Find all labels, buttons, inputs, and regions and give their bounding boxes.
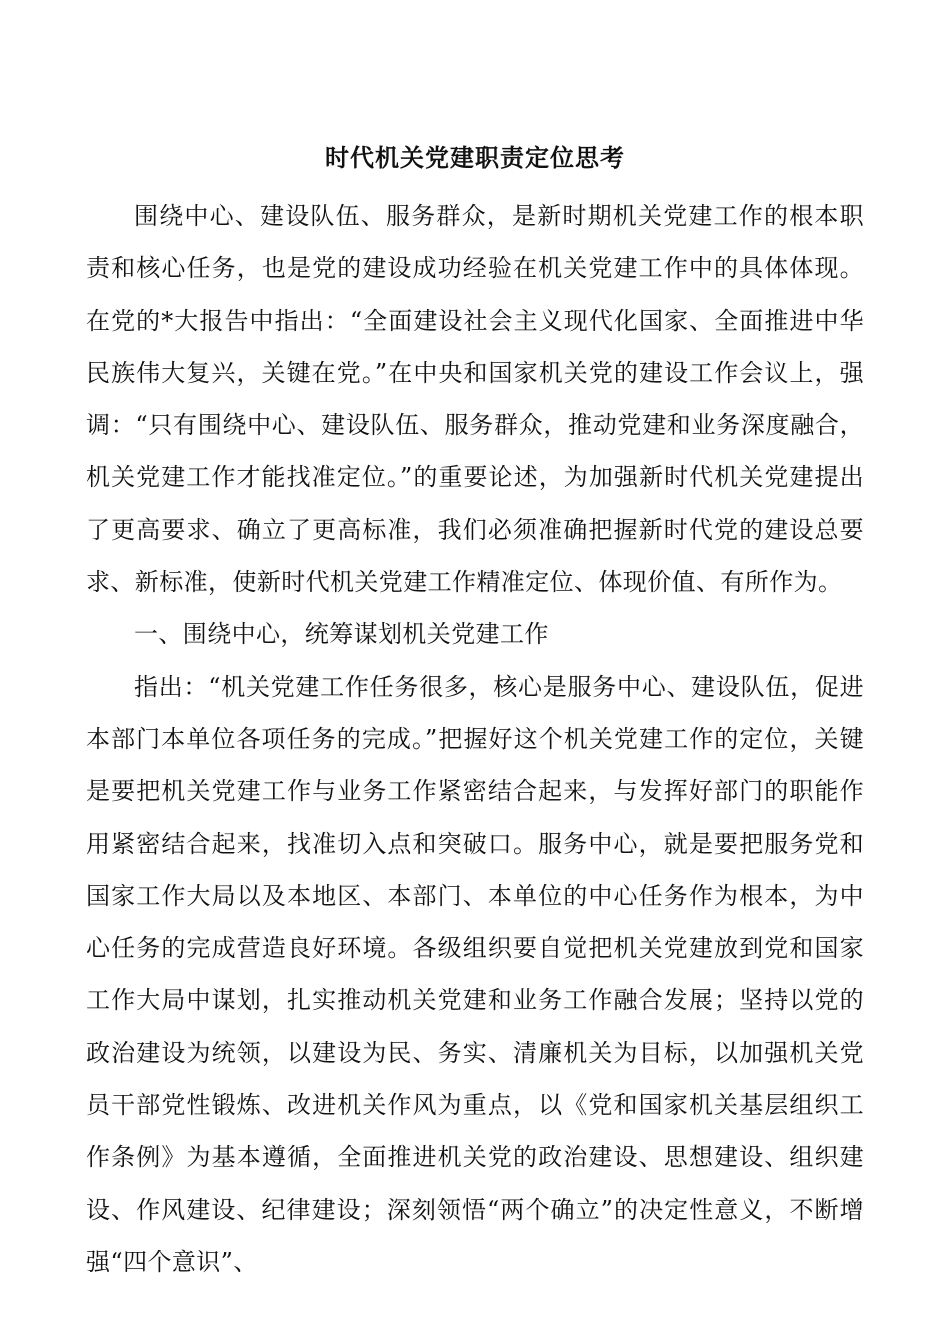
document-title: 时代机关党建职责定位思考 — [325, 143, 625, 172]
section-heading-1: 一、围绕中心，统筹谋划机关党建工作 — [134, 620, 549, 649]
paragraph-section-1: 指出：“机关党建工作任务很多，核心是服务中心、建设队伍，促进本部门本单位各项任务的完成。”把握好这个机关党建工作的定位，关键是要把机关党建工作与业务工作紧密结合起来，与发挥好部门的职能作用紧密结合起来，找准切入点和突破口。服务中心，就是要把服务党和国家工作大局以及本地区、本部门、本单位的中心任务作为根本，为中心任务的完成营造良好环境。各级组织要自觉把机关党建放到党和国家工作大局中谋划，扎实推动机关党建和业务工作融合发展；坚持以党的政治建设为统领，以建设为民、务实、清廉机关为目标，以加强机关党员干部党性锻炼、改进机关作风为重点，以《党和国家机关基层组织工作条例》为基本遵循，全面推进机关党的政治建设、思想建设、组织建设、作风建设、纪律建设；深刻领悟“两个确立”的决定性意义，不断增强“四个意识”、 — [86, 672, 864, 1276]
paragraph-intro: 围绕中心、建设队伍、服务群众，是新时期机关党建工作的根本职责和核心任务，也是党的建设成功经验在机关党建工作中的具体体现。在党的*大报告中指出：“全面建设社会主义现代化国家、全面推进中华民族伟大复兴，关键在党。”在中央和国家机关党的建设工作会议上，强调：“只有围绕中心、建设队伍、服务群众，推动党建和业务深度融合，机关党建工作才能找准定位。”的重要论述，为加强新时代机关党建提出了更高要求、确立了更高标准，我们必须准确把握新时代党的建设总要求、新标准，使新时代机关党建工作精准定位、体现价值、有所作为。 — [86, 202, 864, 597]
